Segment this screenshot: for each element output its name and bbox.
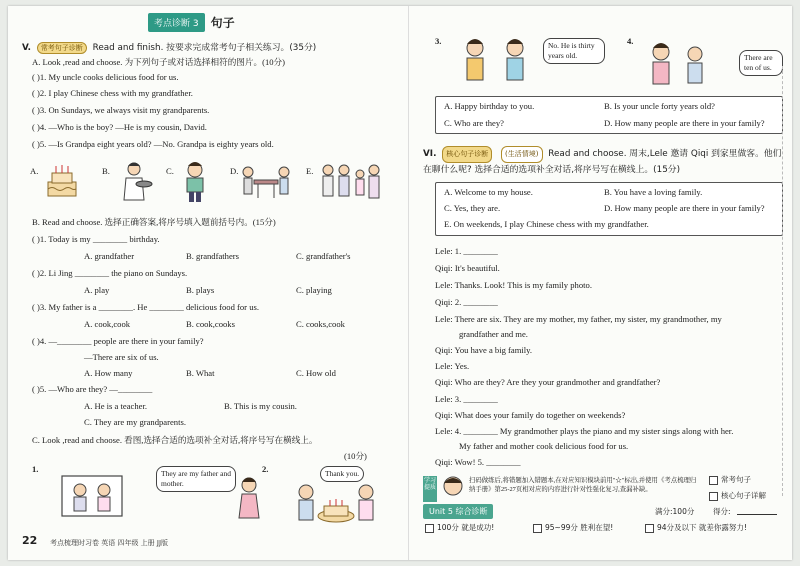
unit-score-bar [423,504,783,540]
partB-q4-opt-c: C. How old [296,368,336,378]
checkbox-icon [709,492,718,501]
partC-bubble-3: No. He is thirty years old. [543,38,605,64]
dialogue-line-2: Qiqi: It's beautiful. [435,263,500,273]
score-blank[interactable] [737,514,777,515]
partB-q2-opt-c: C. playing [296,285,332,295]
part5-instruction: Read and finish. 按要求完成常考句子相关练习。(35分) [92,43,317,53]
part5-num: V. [22,43,32,53]
full-score: 满分:100分 [655,507,695,516]
part6-choice-d: D. How many people are there in your family? [604,203,765,213]
partA-item-2: ( )2. I play Chinese chess with my grandfather. [32,88,193,98]
part6-context-tag: (生活情境) [501,146,542,163]
partB-q2-opt-b: B. plays [186,285,215,295]
partB-instruction: B. Read and choose. 选择正确答案,将序号填入题前括号内。(15分) [32,217,276,227]
partC-choice-d: D. How many people are there in your family? [604,118,765,128]
dialogue-line-9: Qiqi: Who are they? Are they your grandmother and grandfather? [435,377,661,387]
part6-choice-b: B. You have a loving family. [604,187,703,197]
girl-talking-image [645,40,713,90]
girl-pointing-image [236,476,262,528]
partB-q3-opt-b: B. cook,cooks [186,319,235,329]
dialogue-line-5: Lele: There are six. They are my mother, my father, my sister, my grandmother, my [435,314,722,324]
part6-tag: 核心句子诊断 [442,146,492,163]
part6-instruction: Read and choose. 周末,Lele 邀请 Qiqi 到家里做客。他们在聊什么呢? 选择合适的选项补全对话,将序号写在横线上。(15分) [423,149,782,175]
grade-100[interactable] [425,522,494,533]
partB-q4-opt-a: A. How many [84,368,133,378]
partB-q4-opt-b: B. What [186,368,215,378]
dialogue-line-10: Lele: 3. ________ [435,394,498,404]
workbook-spread [8,6,792,560]
part6-choice-a: A. Welcome to my house. [444,187,533,197]
grade-94-label: 94分及以下 就差你露努力! [657,523,747,532]
pic-label-c: C. [166,166,174,176]
grade-95-99[interactable] [533,522,613,533]
boy-image [178,160,212,204]
birthday-party-image [284,480,384,528]
section-header [148,12,235,32]
check-label-1: 常考句子 [721,475,751,484]
family-visit-image [318,160,384,206]
study-tip-badge: 学习提质 [423,476,437,502]
partB-q5-opt-b: B. This is my cousin. [224,401,297,411]
partB-q1-opt-a: A. grandfather [84,251,135,261]
partA-item-3: ( )3. On Sundays, we always visit my grandparents. [32,105,210,115]
left-page [8,6,400,560]
dialogue-line-3: Lele: Thanks. Look! This is my family photo. [435,280,592,290]
page-edge-ruler [782,66,790,496]
checkbox-icon [709,476,718,485]
part6-heading [423,146,785,178]
partB-q1: ( )1. Today is my ________ birthday. [32,234,160,244]
partC-label-2: 2. [262,464,269,474]
partA-item-1: ( )1. My uncle cooks delicious food for us. [32,72,179,82]
section-tag: 考点诊断 3 [148,13,205,32]
partB-q1-opt-b: B. grandfathers [186,251,239,261]
partC-choices-box [435,96,783,134]
partB-q2: ( )2. Li Jing ________ the piano on Sundays. [32,268,188,278]
grade-100-label: 100分 就是成功! [437,523,495,532]
pic-label-b: B. [102,166,110,176]
partC-label-3: 3. [435,36,442,46]
partB-q5-opt-a: A. He is a teacher. [84,401,147,411]
part5-tag: 常考句子诊断 [37,42,87,54]
footer-text-left: 考点梳理时习卷 英语 四年级 上册 JJ版 [50,539,169,547]
dialogue-line-12: Lele: 4. ________ My grandmother plays the piano and my sister sings along with her. [435,426,734,436]
part6-num: VI. [423,149,437,159]
partC-choice-a: A. Happy birthday to you. [444,101,535,111]
dialogue-line-6: grandfather and me. [459,329,528,339]
study-tip-box [423,474,785,504]
family-photo-image [52,472,132,528]
check-core-sentences[interactable] [709,490,766,501]
partC-choice-c: C. Who are they? [444,118,504,128]
dialogue-line-1: Lele: 1. ________ [435,246,498,256]
man-cooking-image [116,160,154,204]
study-tip-text: 扫码做练后,将错题加入错题本,在对应知识模块前用"☆"标出,并使用《考点梳理归纳手册》第25-27页相对应的内容进行针对性强化复习,查漏补缺。 [469,477,697,493]
part6-choice-c: C. Yes, they are. [444,203,501,213]
partC-bubble-4: There are ten of us. [739,50,783,76]
partB-q4-answer: —There are six of us. [84,352,159,362]
unit-label: Unit 5 综合诊断 [423,504,493,519]
part6-choices-box [435,182,783,236]
partC-label-1: 1. [32,464,39,474]
grade-below-94[interactable] [645,522,747,533]
pic-label-d: D. [230,166,239,176]
checkbox-icon [645,524,654,533]
dialogue-line-4: Qiqi: 2. ________ [435,297,498,307]
partB-q2-opt-a: A. play [84,285,110,295]
partB-q3-opt-c: C. cooks,cook [296,319,345,329]
dialogue-line-14: Qiqi: Wow! 5. ________ [435,457,521,467]
dialogue-line-13: My father and mother cook delicious food for us. [459,441,629,451]
partC-bubble-2: Thank you. [320,466,364,482]
checkbox-icon [425,524,434,533]
score-label: 得分: [713,507,731,516]
partB-q5-opt-c: C. They are my grandparents. [84,417,186,427]
dialogue-line-7: Qiqi: You have a big family. [435,345,533,355]
chess-playing-image [242,162,290,202]
partC-points: (10分) [344,451,367,461]
partC-choice-b: B. Is your uncle forty years old? [604,101,715,111]
partC-bubble-1: They are my father and mother. [156,466,236,492]
part6-choice-e: E. On weekends, I play Chinese chess with my grandfather. [444,219,649,229]
dialogue-line-8: Lele: Yes. [435,361,470,371]
right-page [408,6,792,560]
check-common-sentences[interactable] [709,474,751,485]
partB-q1-opt-c: C. grandfather's [296,251,351,261]
partA-instruction: A. Look ,read and choose. 为下列句子或对话选择相符的图片。(10分) [32,57,286,67]
partB-q3: ( )3. My father is a ________. He ________ delicious food for us. [32,302,259,312]
page-number-left: 22 [22,534,38,547]
two-boys-image [457,36,541,90]
boy-face-icon [441,474,465,502]
pic-label-a: A. [30,166,39,176]
partA-item-5: ( )5. —Is Grandpa eight years old? —No. Grandpa is eighty years old. [32,139,274,149]
pic-label-e: E. [306,166,314,176]
partC-instruction: C. Look ,read and choose. 看图,选择合适的选项补全对话,将序号写在横线上。 [32,435,318,445]
part5-heading [22,40,316,54]
partB-q5: ( )5. —Who are they? —________ [32,384,153,394]
partA-item-4: ( )4. —Who is the boy? —He is my cousin, David. [32,122,207,132]
partC-label-4: 4. [627,36,634,46]
grade-95-label: 95~99分 胜利在望! [545,523,614,532]
checkbox-icon [533,524,542,533]
dialogue-line-11: Qiqi: What does your family do together on weekends? [435,410,626,420]
check-label-2: 核心句子详解 [721,491,766,500]
partB-q4: ( )4. —________ people are there in your family? [32,336,204,346]
partB-q3-opt-a: A. cook,cook [84,319,131,329]
birthday-cake-image [42,162,82,202]
section-title: 句子 [210,15,235,30]
